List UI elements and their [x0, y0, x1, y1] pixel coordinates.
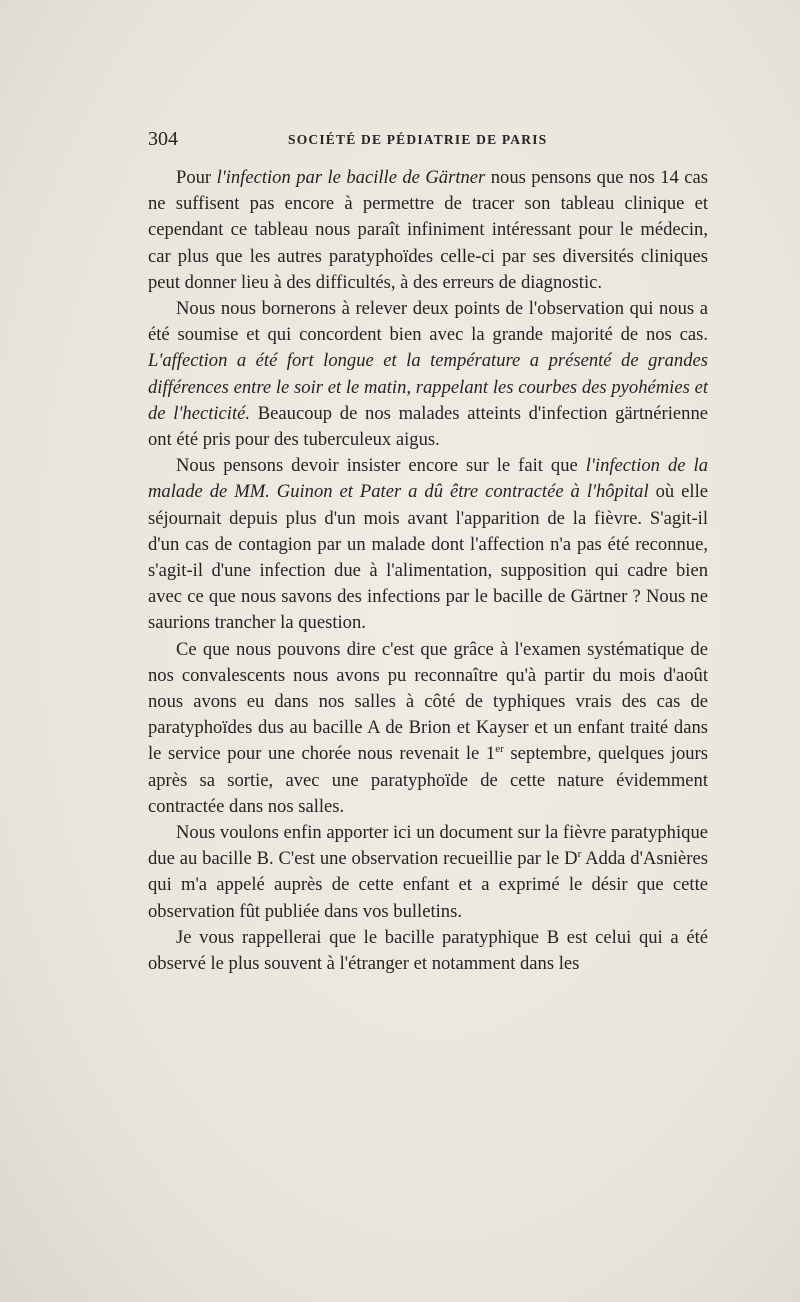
page-number: 304: [148, 128, 178, 150]
paragraph-2-text-b: Beaucoup de nos malades atteints d'infection gärtnérienne ont été pris pour des tuberculeux aigus.: [148, 402, 708, 451]
paragraph-1-text-b: nous pensons que nos 14 cas ne suffisent pas encore à permettre de tracer son tableau clinique et cependant ce tableau nous paraît infiniment intéressant pour le médecin, car plus que les autres paratyphoïdes celle-ci par ses diversités cliniques peut donner lieu à des difficultés, à des erreurs de diagnostic.: [148, 167, 708, 293]
paragraph-5-text-b: Adda d'Asnières qui m'a appelé auprès de cette enfant et a exprimé le désir que cette observation fût publiée dans vos bulletins.: [148, 848, 708, 922]
paragraph-6-text: Je vous rappellerai que le bacille paratyphique B est celui qui a été observé le plus souvent à l'étranger et notamment dans les: [148, 926, 708, 975]
paragraph-4: [148, 637, 708, 820]
paragraph-3-text-a: Nous pensons devoir insister encore sur le fait que: [176, 455, 586, 477]
body-text: [148, 165, 708, 977]
paragraph-2-italic: L'affection a été fort longue et la température a présenté de grandes différences entre le soir et le matin, rappelant les courbes des pyohémies et de l'hecticité.: [148, 350, 708, 424]
paragraph-2: [148, 296, 708, 453]
paragraph-1: [148, 165, 708, 296]
page-header: [148, 128, 708, 158]
paragraph-5-superscript: r: [577, 848, 582, 861]
paragraph-2-text-a: Nous nous bornerons à relever deux points de l'observation qui nous a été soumise et qui concordent bien avec la grande majorité de nos cas.: [148, 298, 708, 346]
paragraph-1-italic: l'infection par le bacille de Gärtner: [216, 167, 486, 188]
paragraph-3: [148, 453, 708, 636]
paragraph-4-text-b: septembre, quelques jours après sa sortie, avec une paratyphoïde de cette nature évidemment contractée dans nos salles.: [148, 743, 708, 817]
paragraph-6: [148, 925, 708, 977]
running-title: SOCIÉTÉ DE PÉDIATRIE DE PARIS: [288, 132, 548, 147]
paragraph-3-italic: l'infection de la malade de MM. Guinon et Pater a dû être contractée à l'hôpital: [148, 455, 708, 503]
paragraph-5: [148, 820, 708, 925]
paragraph-4-text-a: Ce que nous pouvons dire c'est que grâce à l'examen systématique de nos convalescents nous avons pu reconnaître qu'à partir du mois d'août nous avons eu dans nos salles à côté de typhiques vrais des cas de paratyphoïdes dus au bacille A de Brion et Kayser et un enfant traité dans le service pour une chorée nous revenait le 1: [148, 638, 708, 765]
paragraph-4-superscript: er: [495, 743, 504, 756]
paragraph-5-text-a: Nous voulons enfin apporter ici un document sur la fièvre paratyphique due au bacille B. C'est une observation recueillie par le D: [148, 822, 708, 870]
paragraph-1-text-a: Pour: [176, 167, 217, 188]
paragraph-3-text-b: où elle séjournait depuis plus d'un mois avant l'apparition de la fièvre. S'agit-il d'un cas de contagion par un malade dont l'affection n'a pas été reconnue, s'agit-il d'une infection due à l'alimentation, supposition qui cadre bien avec ce que nous savons des infections par le bacille de Gärtner ? Nous ne saurions trancher la question.: [148, 481, 708, 634]
